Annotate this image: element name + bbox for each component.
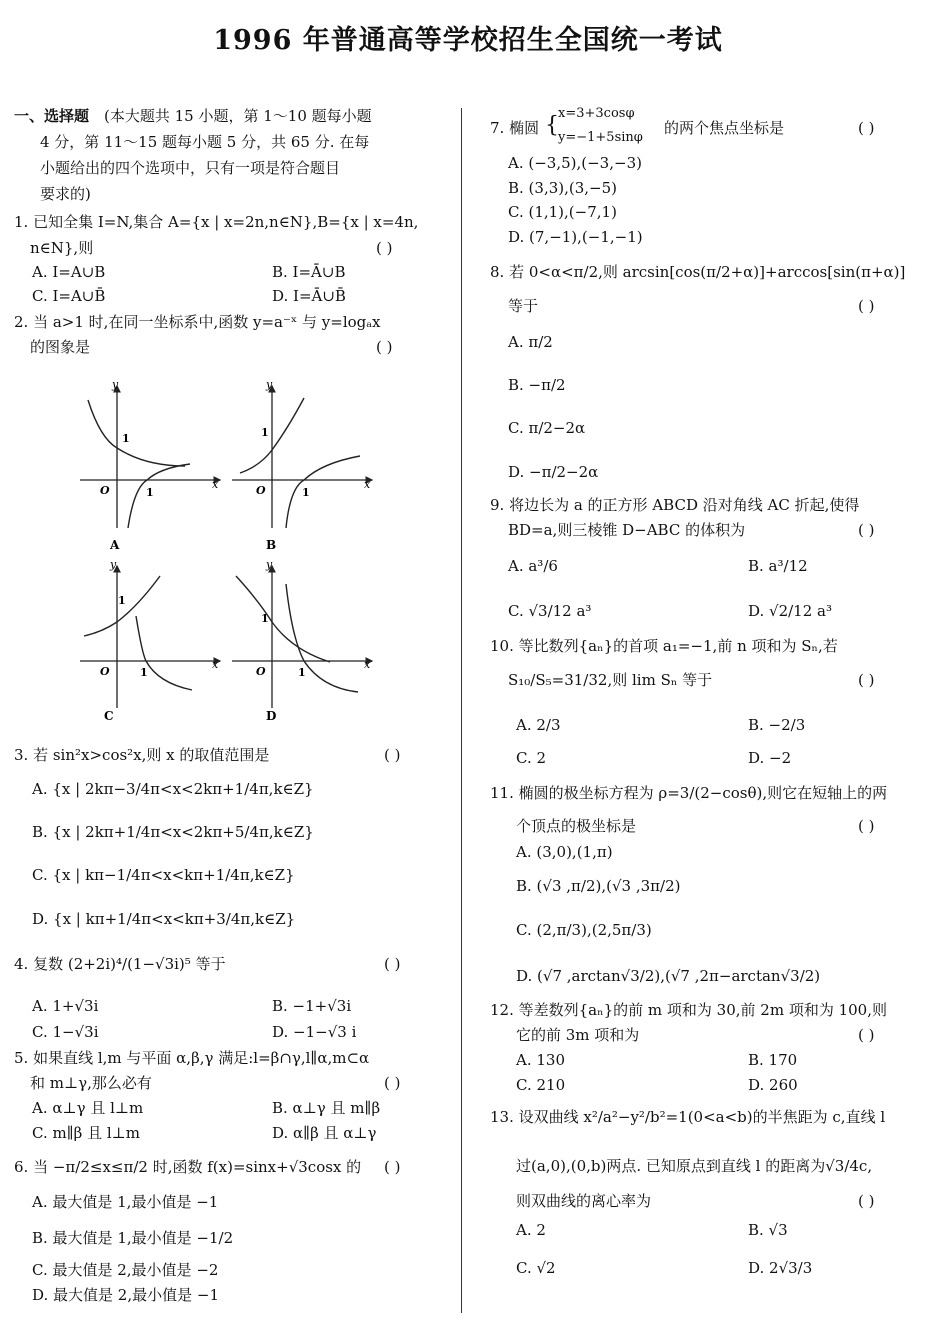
q1-stem: 1. 已知全集 I=N,集合 A={x | x=2n,n∈N},B={x | x=4n,	[14, 213, 419, 231]
graph-d-one-y: 1	[261, 612, 269, 625]
q11-answer-blank[interactable]: ( )	[858, 817, 875, 835]
graph-d-label: D	[266, 709, 277, 723]
q7-brace: {	[545, 113, 559, 138]
q4-option-c[interactable]: C. 1−√3i	[32, 1023, 99, 1041]
q13-option-b[interactable]: B. √3	[748, 1221, 788, 1239]
section-intro-line: 小题给出的四个选项中，只有一项是符合题目	[40, 159, 341, 177]
q7-option-d[interactable]: D. (7,−1),(−1,−1)	[508, 228, 643, 246]
q3-option-d[interactable]: D. {x | kπ+1/4π<x<kπ+3/4π,k∈Z}	[32, 910, 296, 928]
graph-c-x-label: x	[212, 658, 219, 671]
q13-option-c[interactable]: C. √2	[516, 1259, 556, 1277]
q6-option-b[interactable]: B. 最大值是 1,最小值是 −1/2	[32, 1229, 234, 1247]
q8-option-d[interactable]: D. −π/2−2α	[508, 463, 599, 481]
graph-d-x-label: x	[364, 658, 371, 671]
q12-option-a[interactable]: A. 130	[516, 1051, 565, 1069]
graph-d-one-x: 1	[298, 666, 306, 679]
q11-option-a[interactable]: A. (3,0),(1,π)	[516, 843, 613, 861]
graph-a-origin: O	[100, 484, 110, 497]
q8-option-a[interactable]: A. π/2	[508, 333, 553, 351]
q5-option-a[interactable]: A. α⊥γ 且 l⊥m	[32, 1099, 144, 1117]
q4-answer-blank[interactable]: ( )	[384, 955, 401, 973]
q7-system-line: x=3+3cosφ	[558, 106, 635, 121]
graph-a-one-y: 1	[122, 432, 130, 445]
section-intro-line: 4 分，第 11～15 题每小题 5 分，共 65 分. 在每	[40, 133, 370, 151]
q10-answer-blank[interactable]: ( )	[858, 671, 875, 689]
graph-c[interactable]	[80, 558, 220, 723]
graph-c-y-label: y	[110, 558, 117, 571]
q12-option-c[interactable]: C. 210	[516, 1076, 566, 1094]
q13-answer-blank[interactable]: ( )	[858, 1192, 875, 1210]
q5-answer-blank[interactable]: ( )	[384, 1074, 401, 1092]
q1-option-b[interactable]: B. I=Ā∪B	[272, 263, 346, 281]
q1-option-c[interactable]: C. I=A∪B̄	[32, 287, 106, 305]
page-title: 1996 年普通高等学校招生全国统一考试	[213, 25, 723, 56]
q9-option-b[interactable]: B. a³/12	[748, 557, 808, 575]
q10-stem-cont: S₁₀/S₅=31/32,则 lim Sₙ 等于	[508, 671, 713, 689]
graph-a-y-label: y	[112, 378, 119, 391]
q12-stem: 12. 等差数列{aₙ}的前 m 项和为 30,前 2m 项和为 100,则	[490, 1001, 887, 1019]
q3-option-c[interactable]: C. {x | kπ−1/4π<x<kπ+1/4π,k∈Z}	[32, 866, 295, 884]
q12-option-b[interactable]: B. 170	[748, 1051, 798, 1069]
q1-option-a[interactable]: A. I=A∪B	[32, 263, 106, 281]
q13-option-a[interactable]: A. 2	[516, 1221, 546, 1239]
graph-c-one-x: 1	[140, 666, 148, 679]
graph-b-origin: O	[256, 484, 266, 497]
q13-stem-cont: 则双曲线的离心率为	[516, 1192, 652, 1210]
graph-b-label: B	[266, 538, 277, 552]
q12-answer-blank[interactable]: ( )	[858, 1026, 875, 1044]
q11-stem: 11. 椭圆的极坐标方程为 ρ=3/(2−cosθ),则它在短轴上的两	[490, 784, 888, 802]
q11-option-d[interactable]: D. (√7 ,arctan√3/2),(√7 ,2π−arctan√3/2)	[516, 967, 821, 985]
q4-option-b[interactable]: B. −1+√3i	[272, 997, 352, 1015]
q1-stem-cont: n∈N},则	[30, 239, 94, 257]
q9-stem-cont: BD=a,则三棱锥 D−ABC 的体积为	[508, 521, 746, 539]
q8-option-c[interactable]: C. π/2−2α	[508, 419, 586, 437]
q2-stem: 2. 当 a>1 时,在同一坐标系中,函数 y=a⁻ˣ 与 y=logₐx	[14, 313, 381, 331]
q6-option-d[interactable]: D. 最大值是 2,最小值是 −1	[32, 1286, 219, 1304]
graph-a[interactable]	[80, 378, 220, 552]
graph-a-one-x: 1	[146, 486, 154, 499]
q11-option-b[interactable]: B. (√3 ,π/2),(√3 ,3π/2)	[516, 877, 681, 895]
graph-b-y-label: y	[266, 378, 273, 391]
column-divider	[461, 108, 462, 1313]
q9-option-a[interactable]: A. a³/6	[508, 557, 558, 575]
graph-a-label: A	[110, 538, 120, 552]
q7-option-b[interactable]: B. (3,3),(3,−5)	[508, 179, 618, 197]
q9-option-c[interactable]: C. √3/12 a³	[508, 602, 592, 620]
q11-stem-cont: 个顶点的极坐标是	[516, 817, 637, 835]
graph-d-origin: O	[256, 665, 266, 678]
q7-answer-blank[interactable]: ( )	[858, 119, 875, 137]
graph-b-x-label: x	[364, 478, 371, 491]
q4-option-d[interactable]: D. −1−√3 i	[272, 1023, 357, 1041]
section-intro-line: 要求的)	[40, 185, 91, 203]
q10-option-d[interactable]: D. −2	[748, 749, 792, 767]
q3-stem: 3. 若 sin²x>cos²x,则 x 的取值范围是	[14, 746, 270, 764]
q5-stem: 5. 如果直线 l,m 与平面 α,β,γ 满足:l=β∩γ,l∥α,m⊂α	[14, 1049, 370, 1067]
graph-c-origin: O	[100, 665, 110, 678]
q5-stem-cont: 和 m⊥γ,那么必有	[30, 1074, 152, 1092]
q6-stem: 6. 当 −π/2≤x≤π/2 时,函数 f(x)=sinx+√3cosx 的	[14, 1158, 362, 1176]
q11-option-c[interactable]: C. (2,π/3),(2,5π/3)	[516, 921, 652, 939]
q1-option-d[interactable]: D. I=Ā∪B̄	[272, 287, 346, 305]
graph-b[interactable]	[232, 378, 372, 552]
q12-stem-cont: 它的前 3m 项和为	[516, 1026, 640, 1044]
q2-stem-cont: 的图象是	[30, 338, 91, 356]
graph-d-y-label: y	[266, 558, 273, 571]
q7-system-line: y=−1+5sinφ	[558, 130, 643, 145]
graph-d[interactable]	[232, 558, 372, 723]
section-heading: 一、选择题	[14, 107, 90, 125]
q10-option-b[interactable]: B. −2/3	[748, 716, 806, 734]
graph-a-x-label: x	[212, 478, 219, 491]
graph-c-one-y: 1	[118, 594, 126, 607]
q10-option-a[interactable]: A. 2/3	[516, 716, 561, 734]
graph-b-one-x: 1	[302, 486, 310, 499]
q10-stem: 10. 等比数列{aₙ}的首项 a₁=−1,前 n 项和为 Sₙ,若	[490, 637, 838, 655]
q6-option-a[interactable]: A. 最大值是 1,最小值是 −1	[32, 1193, 219, 1211]
section-intro-line: (本大题共 15 小题，第 1～10 题每小题	[104, 107, 372, 125]
q7-option-c[interactable]: C. (1,1),(−7,1)	[508, 203, 617, 221]
q2-graphs	[60, 378, 390, 728]
graph-b-one-y: 1	[261, 426, 269, 439]
q9-answer-blank[interactable]: ( )	[858, 521, 875, 539]
q8-stem: 8. 若 0<α<π/2,则 arcsin[cos(π/2+α)]+arccos[sin(π+α)]	[490, 263, 906, 281]
q10-option-c[interactable]: C. 2	[516, 749, 547, 767]
q6-answer-blank[interactable]: ( )	[384, 1158, 401, 1176]
q1-answer-blank[interactable]: ( )	[376, 239, 393, 257]
q5-option-b[interactable]: B. α⊥γ 且 m∥β	[272, 1099, 381, 1117]
q2-answer-blank[interactable]: ( )	[376, 338, 393, 356]
q9-option-d[interactable]: D. √2/12 a³	[748, 602, 832, 620]
q13-stem-cont: 过(a,0),(0,b)两点. 已知原点到直线 l 的距离为√3/4c,	[516, 1157, 873, 1175]
q5-option-d[interactable]: D. α∥β 且 α⊥γ	[272, 1124, 377, 1142]
q8-stem-cont: 等于	[508, 297, 539, 315]
q3-option-a[interactable]: A. {x | 2kπ−3/4π<x<2kπ+1/4π,k∈Z}	[32, 780, 314, 798]
q13-option-d[interactable]: D. 2√3/3	[748, 1259, 813, 1277]
graph-c-label: C	[104, 709, 114, 723]
q3-option-b[interactable]: B. {x | 2kπ+1/4π<x<2kπ+5/4π,k∈Z}	[32, 823, 314, 841]
q3-answer-blank[interactable]: ( )	[384, 746, 401, 764]
q13-stem: 13. 设双曲线 x²/a²−y²/b²=1(0<a<b)的半焦距为 c,直线 l	[490, 1108, 886, 1126]
q5-option-c[interactable]: C. m∥β 且 l⊥m	[32, 1124, 140, 1142]
q6-option-c[interactable]: C. 最大值是 2,最小值是 −2	[32, 1261, 219, 1279]
q12-option-d[interactable]: D. 260	[748, 1076, 798, 1094]
q7-lead: 7. 椭圆	[490, 119, 540, 137]
q4-option-a[interactable]: A. 1+√3i	[32, 997, 99, 1015]
q8-option-b[interactable]: B. −π/2	[508, 376, 566, 394]
q7-option-a[interactable]: A. (−3,5),(−3,−3)	[508, 154, 642, 172]
q7-stem: 的两个焦点坐标是	[664, 119, 785, 137]
q9-stem: 9. 将边长为 a 的正方形 ABCD 沿对角线 AC 折起,使得	[490, 496, 860, 514]
q4-stem: 4. 复数 (2+2i)⁴/(1−√3i)⁵ 等于	[14, 955, 226, 973]
q8-answer-blank[interactable]: ( )	[858, 297, 875, 315]
